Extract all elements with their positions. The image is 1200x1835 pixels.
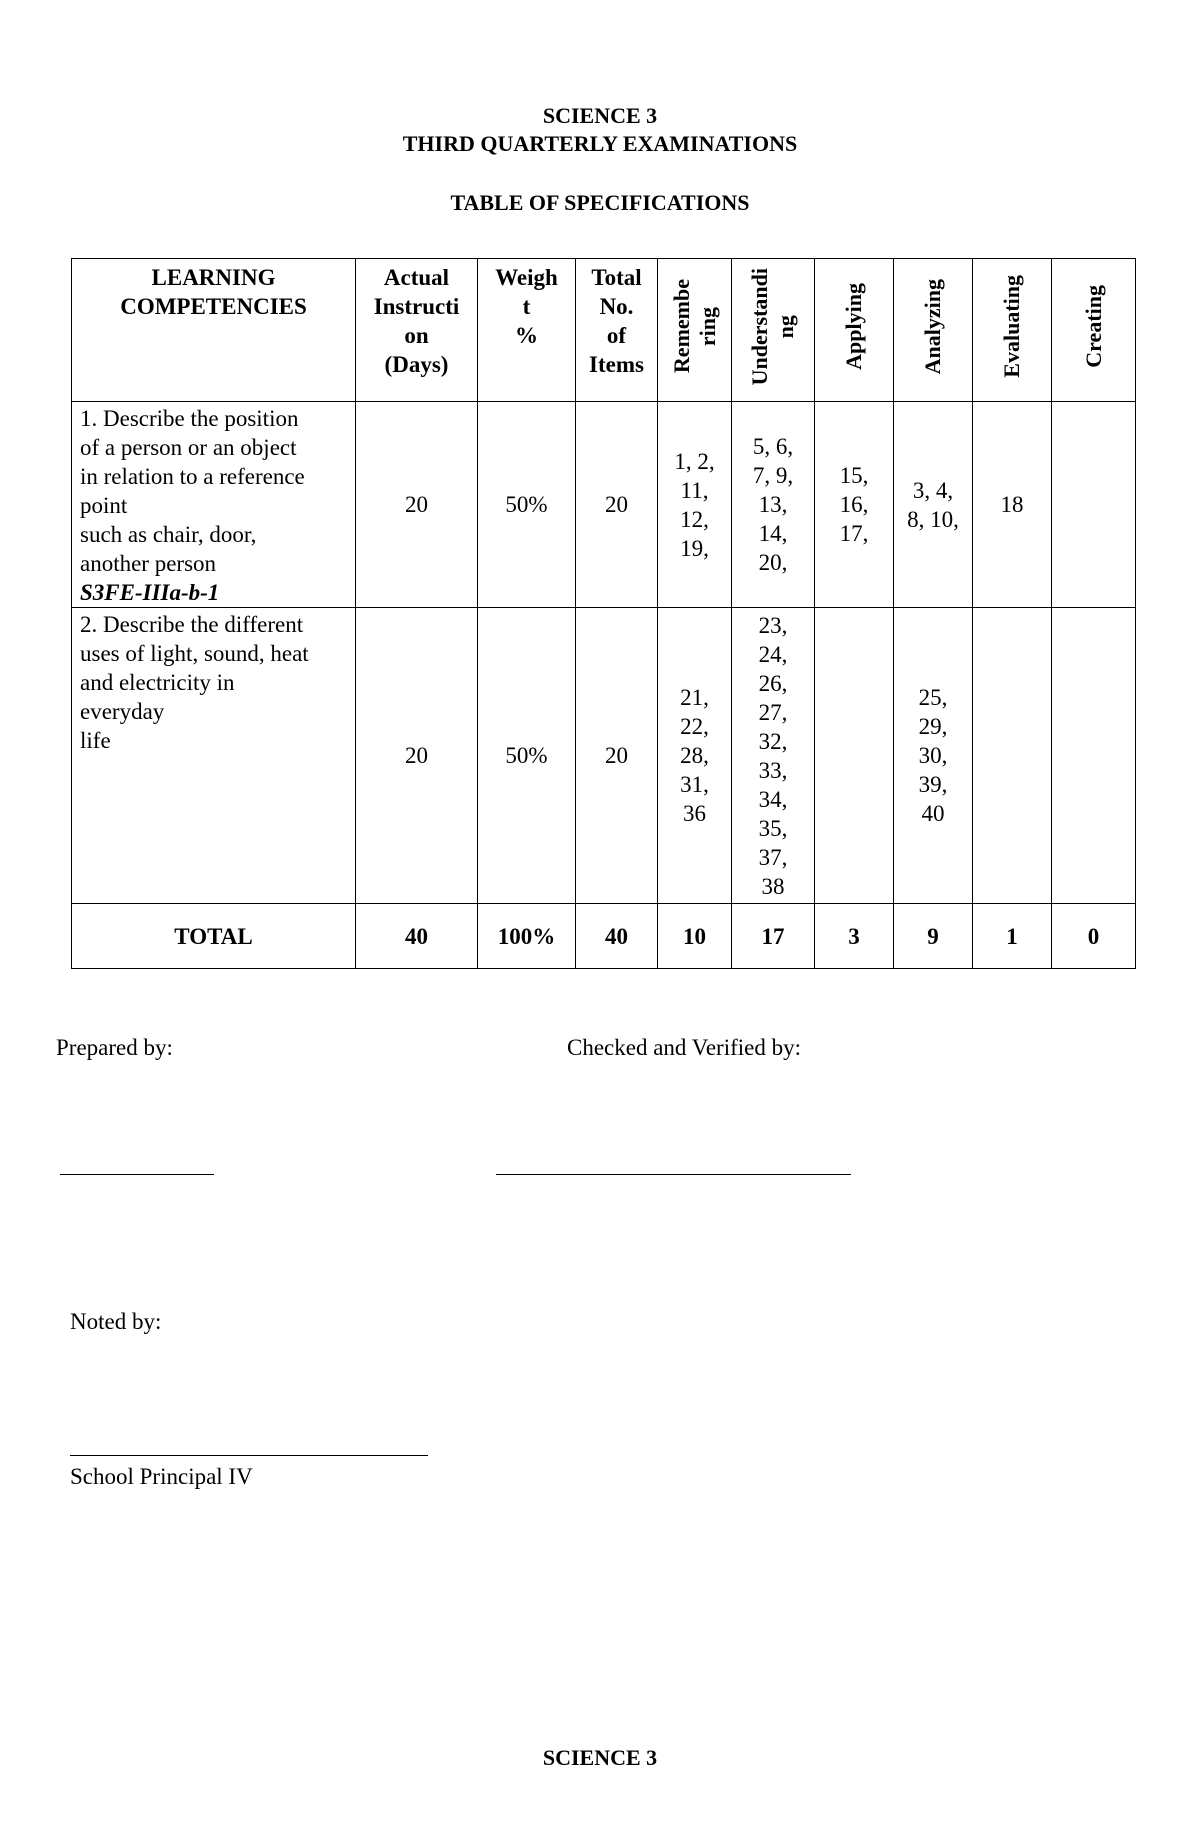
creating-cell <box>1052 608 1136 904</box>
items-cell: 20 <box>576 402 658 608</box>
evaluating-cell <box>973 608 1052 904</box>
evaluating-cell: 18 <box>973 402 1052 608</box>
footer-subject-title: SCIENCE 3 <box>542 1745 658 1770</box>
total-analyzing: 9 <box>894 904 973 969</box>
total-label: TOTAL <box>72 904 356 969</box>
analyzing-cell: 3, 4, 8, 10, <box>894 402 973 608</box>
understanding-cell: 5, 6, 7, 9, 13, 14, 20, <box>732 402 815 608</box>
noted-by-label: Noted by: <box>70 1309 162 1334</box>
prepared-by-signature-line <box>60 1174 214 1175</box>
header-applying: Applying <box>815 259 894 402</box>
total-items: 40 <box>576 904 658 969</box>
total-row <box>72 904 1136 969</box>
header-evaluating: Evaluating <box>973 259 1052 402</box>
total-days: 40 <box>356 904 478 969</box>
total-weight: 100% <box>478 904 576 969</box>
header-actual-instruction: Actual Instructi on (Days) <box>356 259 478 402</box>
noted-by-signature-line <box>70 1455 428 1456</box>
header-total-items: Total No. of Items <box>576 259 658 402</box>
total-understanding: 17 <box>732 904 815 969</box>
competency-cell: 2. Describe the different uses of light, sound, heat and electricity in everyday life <box>72 608 356 904</box>
header-understanding: Understandi ng <box>732 259 815 402</box>
header-weight: Weigh t % <box>478 259 576 402</box>
exam-title: THIRD QUARTERLY EXAMINATIONS <box>402 131 798 156</box>
applying-cell: 15, 16, 17, <box>815 402 894 608</box>
total-remembering: 10 <box>658 904 732 969</box>
table-row <box>72 608 1136 904</box>
prepared-by-label: Prepared by: <box>56 1035 173 1060</box>
subject-title: SCIENCE 3 <box>542 103 658 128</box>
remembering-cell: 21, 22, 28, 31, 36 <box>658 608 732 904</box>
weight-cell: 50% <box>478 402 576 608</box>
total-applying: 3 <box>815 904 894 969</box>
checked-by-label: Checked and Verified by: <box>567 1035 801 1060</box>
items-cell: 20 <box>576 608 658 904</box>
analyzing-cell: 25, 29, 30, 39, 40 <box>894 608 973 904</box>
specifications-table <box>71 258 1136 969</box>
applying-cell <box>815 608 894 904</box>
principal-title: School Principal IV <box>70 1464 253 1489</box>
days-cell: 20 <box>356 608 478 904</box>
creating-cell <box>1052 402 1136 608</box>
table-header-row <box>72 259 1136 402</box>
understanding-cell: 23, 24, 26, 27, 32, 33, 34, 35, 37, 38 <box>732 608 815 904</box>
header-creating: Creating <box>1052 259 1136 402</box>
weight-cell: 50% <box>478 608 576 904</box>
header-analyzing: Analyzing <box>894 259 973 402</box>
document-title: TABLE OF SPECIFICATIONS <box>450 190 750 215</box>
competency-code: S3FE-IIIa-b-1 <box>80 580 220 605</box>
total-creating: 0 <box>1052 904 1136 969</box>
table-row <box>72 402 1136 608</box>
days-cell: 20 <box>356 402 478 608</box>
remembering-cell: 1, 2, 11, 12, 19, <box>658 402 732 608</box>
competency-cell: 1. Describe the position of a person or an object in relation to a reference point such as chair, door, another person S3FE-IIIa-b-1 <box>72 402 356 608</box>
header-learning-competencies: LEARNING COMPETENCIES <box>72 259 356 402</box>
header-remembering: Remembe ring <box>658 259 732 402</box>
total-evaluating: 1 <box>973 904 1052 969</box>
checked-by-signature-line <box>496 1174 851 1175</box>
